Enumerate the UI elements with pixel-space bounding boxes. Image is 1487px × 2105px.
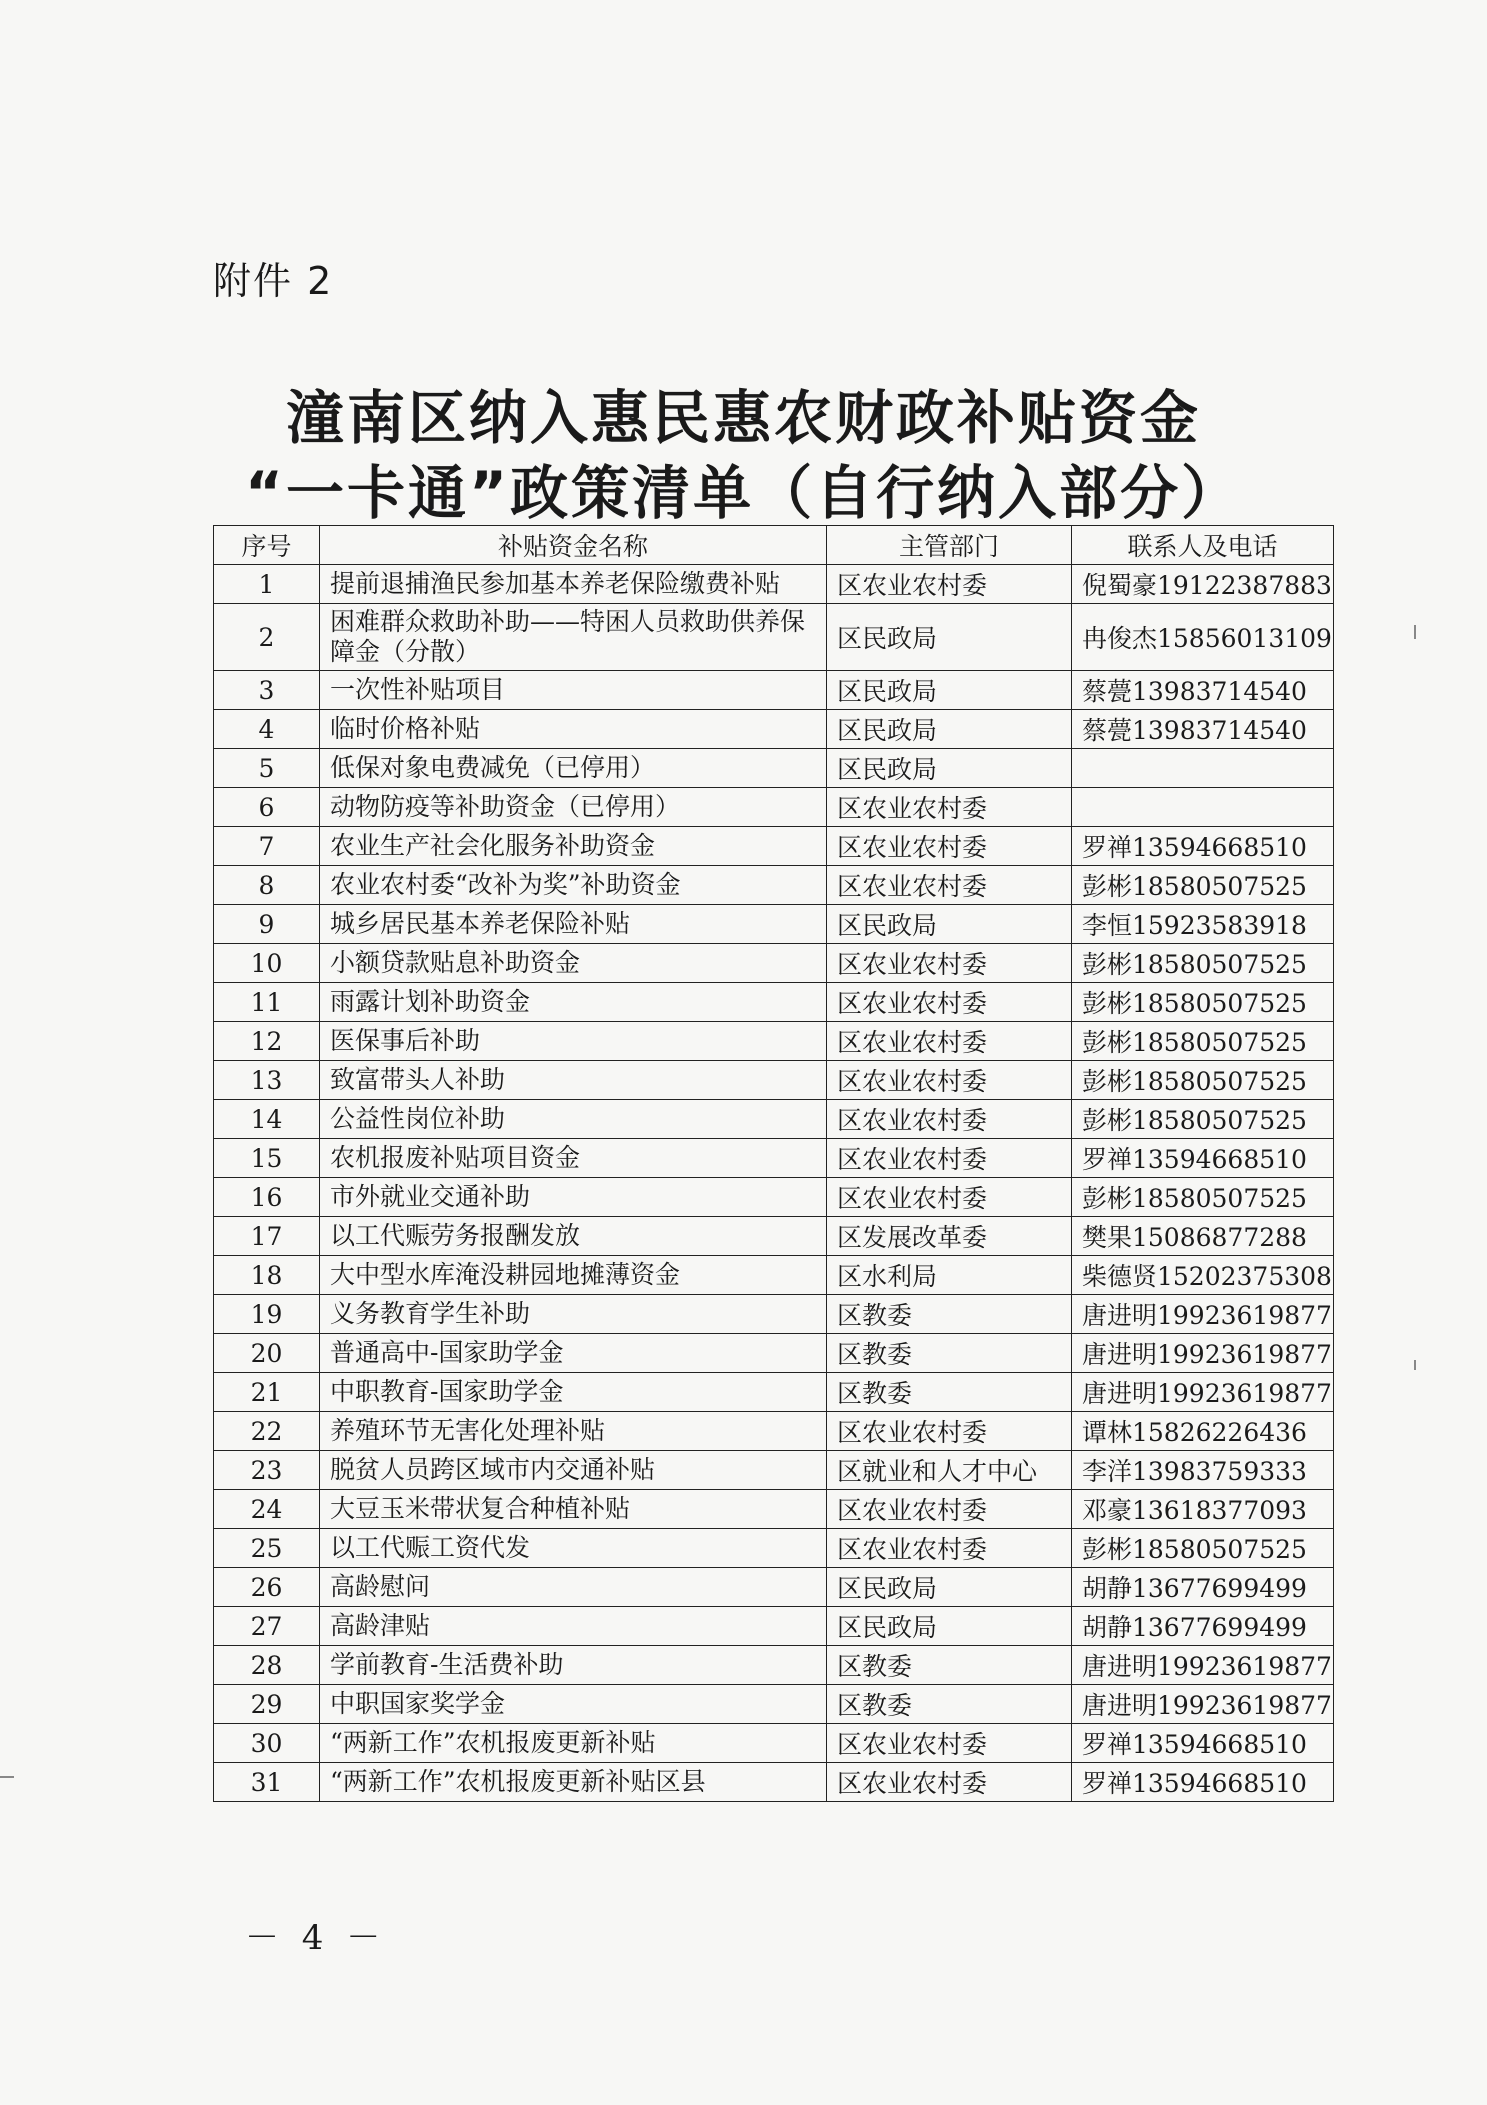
cell-department: 区民政局 xyxy=(827,604,1072,671)
cell-index: 27 xyxy=(214,1607,320,1646)
table-row xyxy=(214,604,1334,671)
cell-contact: 柴德贤15202375308 xyxy=(1072,1256,1334,1295)
cell-contact: 罗禅13594668510 xyxy=(1072,1763,1334,1802)
header-department: 主管部门 xyxy=(827,526,1072,565)
cell-subsidy-name: 困难群众救助补助——特困人员救助供养保障金（分散） xyxy=(320,604,827,671)
scan-mark xyxy=(1414,625,1416,639)
cell-department: 区农业农村委 xyxy=(827,983,1072,1022)
cell-index: 9 xyxy=(214,905,320,944)
cell-subsidy-name: 大豆玉米带状复合种植补贴 xyxy=(320,1490,827,1529)
table-row xyxy=(214,1685,1334,1724)
cell-contact: 李洋13983759333 xyxy=(1072,1451,1334,1490)
cell-subsidy-name: 农业生产社会化服务补助资金 xyxy=(320,827,827,866)
header-index: 序号 xyxy=(214,526,320,565)
table-row xyxy=(214,710,1334,749)
table-row xyxy=(214,1490,1334,1529)
cell-department: 区农业农村委 xyxy=(827,1022,1072,1061)
cell-index: 15 xyxy=(214,1139,320,1178)
cell-index: 1 xyxy=(214,565,320,604)
cell-subsidy-name: 以工代赈工资代发 xyxy=(320,1529,827,1568)
cell-department: 区民政局 xyxy=(827,905,1072,944)
cell-department: 区农业农村委 xyxy=(827,565,1072,604)
cell-contact: 罗禅13594668510 xyxy=(1072,1139,1334,1178)
table-row xyxy=(214,671,1334,710)
table-row xyxy=(214,749,1334,788)
cell-subsidy-name: “两新工作”农机报废更新补贴区县 xyxy=(320,1763,827,1802)
table-row xyxy=(214,1295,1334,1334)
scan-mark xyxy=(0,1776,14,1778)
cell-contact: 彭彬18580507525 xyxy=(1072,866,1334,905)
table-row xyxy=(214,1412,1334,1451)
cell-department: 区教委 xyxy=(827,1295,1072,1334)
cell-contact: 冉俊杰15856013109 xyxy=(1072,604,1334,671)
cell-index: 19 xyxy=(214,1295,320,1334)
cell-contact: 蔡甍13983714540 xyxy=(1072,671,1334,710)
attachment-label: 附件 2 xyxy=(213,259,334,303)
cell-department: 区民政局 xyxy=(827,671,1072,710)
header-contact: 联系人及电话 xyxy=(1072,526,1334,565)
page-number: － 4 － xyxy=(245,1918,387,1958)
scan-mark xyxy=(1414,1360,1416,1370)
cell-contact: 唐进明19923619877 xyxy=(1072,1685,1334,1724)
cell-subsidy-name: 农业农村委“改补为奖”补助资金 xyxy=(320,866,827,905)
table-header-row xyxy=(214,526,1334,565)
cell-subsidy-name: 致富带头人补助 xyxy=(320,1061,827,1100)
document-title-line1: 潼南区纳入惠民惠农财政补贴资金 xyxy=(285,384,1201,452)
cell-subsidy-name: 雨露计划补助资金 xyxy=(320,983,827,1022)
cell-department: 区民政局 xyxy=(827,1607,1072,1646)
cell-subsidy-name: 医保事后补助 xyxy=(320,1022,827,1061)
cell-subsidy-name: 中职国家奖学金 xyxy=(320,1685,827,1724)
cell-subsidy-name: 临时价格补贴 xyxy=(320,710,827,749)
cell-department: 区农业农村委 xyxy=(827,1724,1072,1763)
table-row xyxy=(214,1139,1334,1178)
cell-index: 10 xyxy=(214,944,320,983)
cell-index: 24 xyxy=(214,1490,320,1529)
table-row xyxy=(214,866,1334,905)
cell-contact: 彭彬18580507525 xyxy=(1072,944,1334,983)
cell-department: 区农业农村委 xyxy=(827,788,1072,827)
cell-index: 18 xyxy=(214,1256,320,1295)
table-row xyxy=(214,1217,1334,1256)
cell-index: 4 xyxy=(214,710,320,749)
cell-department: 区农业农村委 xyxy=(827,866,1072,905)
document-title-line2: “一卡通”政策清单（自行纳入部分） xyxy=(244,459,1243,527)
cell-index: 6 xyxy=(214,788,320,827)
cell-index: 13 xyxy=(214,1061,320,1100)
cell-contact: 唐进明19923619877 xyxy=(1072,1295,1334,1334)
cell-department: 区农业农村委 xyxy=(827,1178,1072,1217)
cell-contact: 彭彬18580507525 xyxy=(1072,1061,1334,1100)
cell-subsidy-name: 大中型水库淹没耕园地摊薄资金 xyxy=(320,1256,827,1295)
table-row xyxy=(214,827,1334,866)
cell-department: 区水利局 xyxy=(827,1256,1072,1295)
cell-department: 区农业农村委 xyxy=(827,1100,1072,1139)
cell-index: 26 xyxy=(214,1568,320,1607)
cell-index: 3 xyxy=(214,671,320,710)
cell-subsidy-name: 以工代赈劳务报酬发放 xyxy=(320,1217,827,1256)
cell-department: 区农业农村委 xyxy=(827,1529,1072,1568)
table-row xyxy=(214,944,1334,983)
cell-contact: 彭彬18580507525 xyxy=(1072,983,1334,1022)
cell-contact: 唐进明19923619877 xyxy=(1072,1334,1334,1373)
table-row xyxy=(214,1568,1334,1607)
cell-department: 区农业农村委 xyxy=(827,827,1072,866)
cell-subsidy-name: 中职教育-国家助学金 xyxy=(320,1373,827,1412)
cell-index: 23 xyxy=(214,1451,320,1490)
cell-department: 区农业农村委 xyxy=(827,1490,1072,1529)
table-row xyxy=(214,1022,1334,1061)
cell-contact: 彭彬18580507525 xyxy=(1072,1022,1334,1061)
policy-table xyxy=(213,525,1334,1802)
table-row xyxy=(214,1100,1334,1139)
table-row xyxy=(214,1607,1334,1646)
cell-department: 区民政局 xyxy=(827,749,1072,788)
cell-contact: 樊果15086877288 xyxy=(1072,1217,1334,1256)
header-subsidy-name: 补贴资金名称 xyxy=(320,526,827,565)
cell-department: 区农业农村委 xyxy=(827,1139,1072,1178)
cell-index: 21 xyxy=(214,1373,320,1412)
cell-department: 区教委 xyxy=(827,1373,1072,1412)
cell-subsidy-name: 公益性岗位补助 xyxy=(320,1100,827,1139)
cell-index: 22 xyxy=(214,1412,320,1451)
cell-subsidy-name: 市外就业交通补助 xyxy=(320,1178,827,1217)
table-row xyxy=(214,905,1334,944)
table-row xyxy=(214,1334,1334,1373)
cell-subsidy-name: 普通高中-国家助学金 xyxy=(320,1334,827,1373)
cell-contact xyxy=(1072,749,1334,788)
cell-contact: 邓豪13618377093 xyxy=(1072,1490,1334,1529)
cell-department: 区农业农村委 xyxy=(827,944,1072,983)
cell-contact: 倪蜀豪19122387883 xyxy=(1072,565,1334,604)
cell-subsidy-name: 高龄津贴 xyxy=(320,1607,827,1646)
cell-subsidy-name: 义务教育学生补助 xyxy=(320,1295,827,1334)
cell-department: 区民政局 xyxy=(827,710,1072,749)
cell-subsidy-name: 低保对象电费减免（已停用） xyxy=(320,749,827,788)
cell-index: 25 xyxy=(214,1529,320,1568)
table-row xyxy=(214,1061,1334,1100)
cell-department: 区民政局 xyxy=(827,1568,1072,1607)
cell-index: 14 xyxy=(214,1100,320,1139)
cell-subsidy-name: 动物防疫等补助资金（已停用） xyxy=(320,788,827,827)
cell-department: 区农业农村委 xyxy=(827,1412,1072,1451)
cell-index: 5 xyxy=(214,749,320,788)
cell-index: 17 xyxy=(214,1217,320,1256)
cell-index: 12 xyxy=(214,1022,320,1061)
cell-department: 区教委 xyxy=(827,1685,1072,1724)
cell-index: 30 xyxy=(214,1724,320,1763)
cell-index: 28 xyxy=(214,1646,320,1685)
cell-contact: 唐进明19923619877 xyxy=(1072,1373,1334,1412)
cell-subsidy-name: 高龄慰问 xyxy=(320,1568,827,1607)
cell-contact: 彭彬18580507525 xyxy=(1072,1100,1334,1139)
cell-contact: 罗禅13594668510 xyxy=(1072,1724,1334,1763)
cell-subsidy-name: 养殖环节无害化处理补贴 xyxy=(320,1412,827,1451)
cell-subsidy-name: “两新工作”农机报废更新补贴 xyxy=(320,1724,827,1763)
cell-department: 区农业农村委 xyxy=(827,1763,1072,1802)
cell-department: 区就业和人才中心 xyxy=(827,1451,1072,1490)
cell-contact: 唐进明19923619877 xyxy=(1072,1646,1334,1685)
table-row xyxy=(214,1529,1334,1568)
cell-index: 2 xyxy=(214,604,320,671)
table-row xyxy=(214,1724,1334,1763)
cell-contact: 彭彬18580507525 xyxy=(1072,1178,1334,1217)
cell-index: 20 xyxy=(214,1334,320,1373)
cell-contact: 谭林15826226436 xyxy=(1072,1412,1334,1451)
cell-subsidy-name: 一次性补贴项目 xyxy=(320,671,827,710)
cell-department: 区农业农村委 xyxy=(827,1061,1072,1100)
cell-index: 7 xyxy=(214,827,320,866)
cell-index: 8 xyxy=(214,866,320,905)
table-row xyxy=(214,1646,1334,1685)
cell-contact: 胡静13677699499 xyxy=(1072,1607,1334,1646)
table-row xyxy=(214,1178,1334,1217)
cell-subsidy-name: 小额贷款贴息补助资金 xyxy=(320,944,827,983)
cell-subsidy-name: 提前退捕渔民参加基本养老保险缴费补贴 xyxy=(320,565,827,604)
cell-department: 区教委 xyxy=(827,1646,1072,1685)
table-row xyxy=(214,983,1334,1022)
cell-subsidy-name: 学前教育-生活费补助 xyxy=(320,1646,827,1685)
cell-department: 区教委 xyxy=(827,1334,1072,1373)
cell-contact xyxy=(1072,788,1334,827)
cell-index: 29 xyxy=(214,1685,320,1724)
table-row xyxy=(214,1256,1334,1295)
table-row xyxy=(214,1451,1334,1490)
cell-department: 区发展改革委 xyxy=(827,1217,1072,1256)
cell-contact: 彭彬18580507525 xyxy=(1072,1529,1334,1568)
cell-contact: 胡静13677699499 xyxy=(1072,1568,1334,1607)
table-row xyxy=(214,1373,1334,1412)
table-row xyxy=(214,788,1334,827)
table-row xyxy=(214,565,1334,604)
cell-index: 16 xyxy=(214,1178,320,1217)
cell-index: 31 xyxy=(214,1763,320,1802)
cell-contact: 李恒15923583918 xyxy=(1072,905,1334,944)
cell-contact: 蔡甍13983714540 xyxy=(1072,710,1334,749)
cell-contact: 罗禅13594668510 xyxy=(1072,827,1334,866)
table-row xyxy=(214,1763,1334,1802)
cell-subsidy-name: 城乡居民基本养老保险补贴 xyxy=(320,905,827,944)
cell-subsidy-name: 脱贫人员跨区域市内交通补贴 xyxy=(320,1451,827,1490)
cell-subsidy-name: 农机报废补贴项目资金 xyxy=(320,1139,827,1178)
cell-index: 11 xyxy=(214,983,320,1022)
